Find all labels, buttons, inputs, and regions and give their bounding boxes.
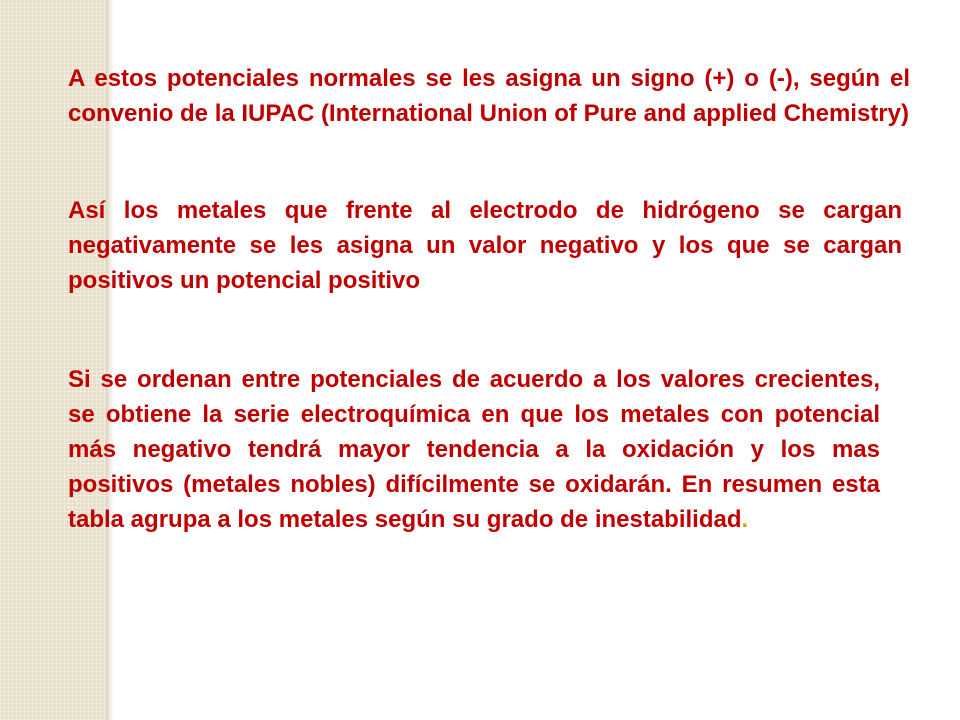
paragraph-electrochemical-series-text: Si se ordenan entre potenciales de acuerdo a los valores crecientes, se obtiene la serie electroquímica en que los metales con potencial más negativo tendrá mayor tendencia a la oxidación y los mas positivos (metales nobles) difícilmente se oxidarán. En resumen esta tabla agrupa a los metales según su grado de inestabilidad (68, 366, 880, 533)
paragraph-metal-potential-sign (68, 193, 902, 298)
paragraph-end-mark: . (741, 506, 749, 533)
paragraph-electrochemical-series (68, 362, 880, 537)
paragraph-iupac-convention (68, 61, 910, 131)
paragraph-metal-potential-sign-text: Así los metales que frente al electrodo de hidrógeno se cargan negativamente se les asigna un valor negativo y los que se cargan positivos un potencial positivo (68, 197, 902, 294)
paragraph-iupac-convention-text: A estos potenciales normales se les asigna un signo (+) o (-), según el convenio de la IUPAC (International Union of Pure and applied Chemistry) (68, 65, 910, 127)
